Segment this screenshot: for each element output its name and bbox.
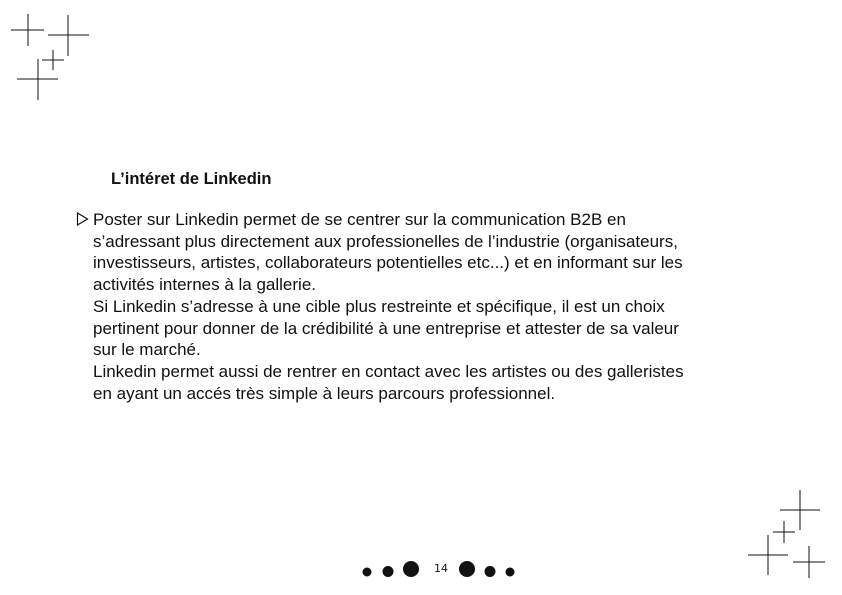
crosshair-icon bbox=[780, 490, 820, 530]
body-line: en ayant un accés très simple à leurs parcours professionnel. bbox=[93, 383, 556, 403]
pagination-dot bbox=[403, 561, 419, 577]
body-line: Linkedin permet aussi de rentrer en contact avec les artistes ou des galleristes bbox=[93, 361, 684, 381]
body-line: s’adressant plus directement aux professionelles de l’industrie (organisateurs, bbox=[93, 231, 678, 251]
bullet-text bbox=[93, 209, 736, 404]
section-heading: L’intéret de Linkedin bbox=[111, 170, 272, 188]
crosshair-icon bbox=[748, 535, 788, 575]
body-line: Poster sur Linkedin permet de se centrer sur la communication B2B en bbox=[93, 210, 626, 229]
crosshair-icon bbox=[773, 521, 795, 543]
body-line: pertinent pour donner de la crédibilité à une entreprise et attester de sa valeur bbox=[93, 318, 679, 338]
body-line: investisseurs, artistes, collaborateurs potentielles etc...) et en informant sur les bbox=[93, 253, 683, 273]
pagination-dot bbox=[383, 566, 394, 577]
body-line: sur le marché. bbox=[93, 340, 201, 360]
body-line: activités internes à la gallerie. bbox=[93, 275, 317, 295]
top-left-crosshair-decoration bbox=[0, 0, 100, 105]
pagination-dot bbox=[459, 561, 475, 577]
crosshair-icon bbox=[11, 14, 44, 46]
pagination-dot bbox=[485, 566, 496, 577]
crosshair-icon bbox=[793, 546, 825, 578]
crosshair-icon bbox=[42, 50, 64, 70]
page-footer bbox=[355, 555, 525, 585]
crosshair-icon bbox=[17, 59, 58, 100]
bottom-right-crosshair-decoration bbox=[740, 482, 840, 587]
triangle-bullet-icon bbox=[76, 212, 89, 226]
bullet-paragraph bbox=[76, 209, 736, 404]
pagination-dot bbox=[506, 568, 515, 577]
crosshair-icon bbox=[48, 15, 89, 56]
body-line: Si Linkedin s’adresse à une cible plus restreinte et spécifique, il est un choix bbox=[93, 296, 665, 316]
pagination-dot bbox=[363, 568, 372, 577]
page-number: 14 bbox=[434, 562, 448, 575]
